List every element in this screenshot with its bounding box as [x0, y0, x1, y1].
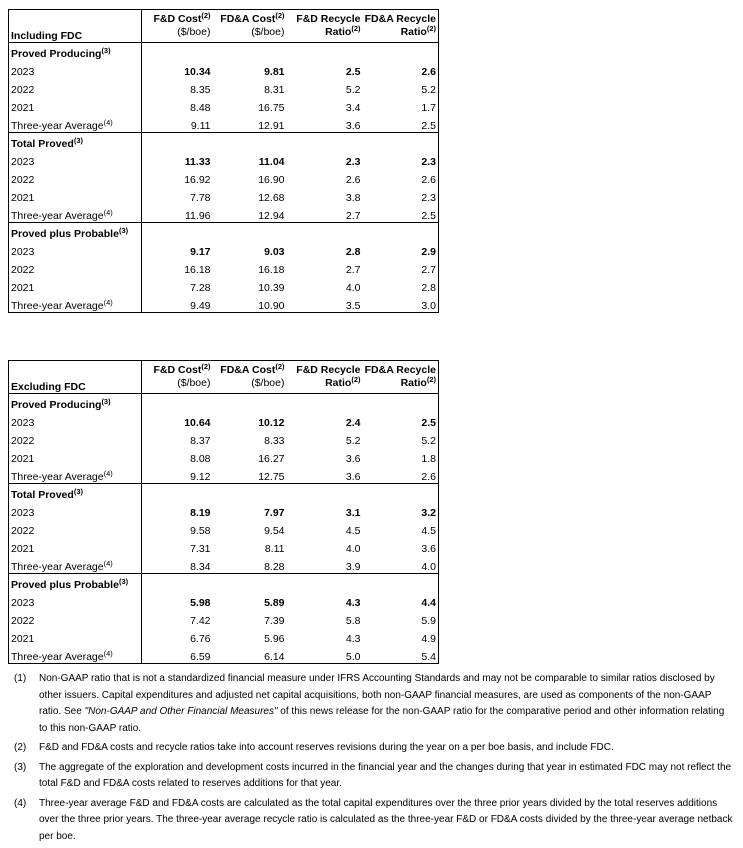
fd-cost-value: 8.37 [190, 435, 211, 447]
row-label: 2023 [11, 156, 35, 168]
table-row [9, 519, 439, 537]
fd-cost-unit: ($/boe) [177, 26, 211, 38]
footnote-ref: (4) [103, 649, 113, 658]
fda-recycle-value: 4.5 [421, 525, 436, 537]
fda-recycle-value: 2.5 [421, 417, 436, 429]
footnote-ref: (4) [103, 298, 113, 307]
section-name: Total Proved [11, 138, 74, 150]
footnote-ref: (4) [103, 559, 113, 568]
fda-cost-value: 8.11 [264, 543, 285, 555]
section-name: Proved plus Probable [11, 579, 119, 591]
fda-cost-value: 5.96 [264, 633, 285, 645]
row-label: 2022 [11, 174, 35, 186]
fd-cost-unit: ($/boe) [177, 377, 211, 389]
row-label: Three-year Average [11, 120, 104, 132]
section-name: Proved plus Probable [11, 228, 119, 240]
footnote-ref: (4) [103, 469, 113, 478]
section-name: Proved Producing [11, 48, 102, 60]
row-label: Three-year Average [11, 651, 104, 663]
footnote-text: F&D and FD&A costs and recycle ratios take into account reserves revisions during the year on a per boe basis, and include FDC. [39, 742, 614, 753]
row-label: 2022 [11, 264, 35, 276]
fda-cost-value: 16.18 [258, 264, 285, 276]
header-row [9, 361, 439, 377]
footnote-number: (2) [14, 742, 27, 753]
fd-cost-value: 10.64 [184, 417, 211, 429]
fda-cost-value: 8.31 [264, 84, 285, 96]
footnote-ref: (3) [118, 226, 129, 235]
fda-cost-unit: ($/boe) [251, 377, 285, 389]
footnote-text: Non-GAAP ratio that is not a standardized financial measure under IFRS Accounting Standards and may not be comparable to similar ratios disclosed by other issuers. Capital expenditures and adjusted net capital acquisitions, both non-GAAP financial measures, are used as components of the non-GAAP ratio. See [39, 673, 715, 717]
fd-cost-value: 9.17 [190, 246, 211, 258]
fda-recycle-value: 5.2 [421, 84, 436, 96]
fd-cost-value: 16.92 [184, 174, 211, 186]
fd-cost-value: 9.11 [190, 120, 211, 132]
fda-cost-value: 9.81 [264, 66, 285, 78]
fd-cost-value: 11.96 [185, 210, 211, 222]
fd-recycle-value: 3.6 [345, 453, 361, 465]
footnote-ref: (2) [351, 24, 361, 33]
footnote-ref: (2) [275, 362, 285, 371]
fda-recycle-value: 3.2 [421, 507, 436, 519]
fd-recycle-header: F&D Recycle [296, 13, 361, 25]
fd-recycle-value: 5.0 [345, 651, 361, 663]
footnote-ref: (3) [101, 46, 111, 55]
fd-recycle-value: 2.3 [345, 156, 361, 168]
table-row [9, 411, 439, 429]
row-label: 2021 [11, 102, 35, 114]
fda-cost-value: 10.39 [258, 282, 285, 294]
table-row [9, 60, 439, 78]
fda-recycle-header: FD&A Recycle [364, 13, 436, 25]
fda-recycle-value: 3.0 [421, 300, 436, 312]
row-label: 2023 [11, 507, 35, 519]
fda-cost-header: FD&A Cost [220, 364, 276, 376]
footnote-ref: (2) [426, 24, 436, 33]
fda-cost-value: 9.54 [264, 525, 285, 537]
fda-cost-value: 11.04 [258, 156, 285, 168]
fd-recycle-value: 3.4 [345, 102, 361, 114]
footnote-ref: (3) [73, 136, 83, 145]
fda-recycle-value: 2.5 [421, 120, 436, 132]
header-row [9, 10, 439, 26]
table-row [9, 537, 439, 555]
fd-recycle-value: 4.3 [345, 633, 361, 645]
table-row [9, 96, 439, 114]
section-name: Proved Producing [11, 399, 102, 411]
table-row [9, 429, 439, 447]
row-label: Three-year Average [11, 210, 104, 222]
fda-cost-value: 16.27 [258, 453, 285, 465]
row-label: 2023 [11, 597, 35, 609]
table-row [9, 150, 439, 168]
table-row [9, 258, 439, 276]
row-label: 2021 [11, 633, 35, 645]
row-label: 2023 [11, 246, 35, 258]
fd-recycle-value: 4.3 [345, 597, 361, 609]
fda-recycle-value: 2.3 [421, 192, 436, 204]
table-row [9, 591, 439, 609]
footnote-number: (4) [14, 797, 27, 809]
fda-cost-unit: ($/boe) [251, 26, 285, 38]
fd-cost-header: F&D Cost [153, 364, 202, 376]
fda-recycle-value: 4.4 [421, 597, 436, 609]
footnote [14, 760, 734, 793]
table-row [9, 609, 439, 627]
footnote-number: (3) [14, 761, 27, 773]
footnote-ref: (2) [351, 375, 361, 384]
fda-recycle-value: 1.8 [421, 453, 436, 465]
fda-recycle-value: 2.6 [421, 174, 436, 186]
fda-recycle-value: 1.7 [421, 102, 436, 114]
fd-recycle-value: 4.0 [345, 543, 361, 555]
section-row [9, 484, 439, 502]
fd-cost-value: 6.76 [190, 633, 211, 645]
footnote-ref: (2) [426, 375, 436, 384]
table-row [9, 501, 439, 519]
header-row-units [9, 25, 439, 43]
fd-cost-value: 8.48 [190, 102, 211, 114]
row-label: 2021 [11, 453, 35, 465]
fd-recycle-value: 2.8 [345, 246, 361, 258]
fd-cost-value: 9.58 [190, 525, 211, 537]
fd-recycle-value: 3.6 [345, 120, 361, 132]
fd-recycle-value: 3.9 [345, 561, 361, 573]
fd-cost-value: 7.28 [190, 282, 211, 294]
section-name: Total Proved [11, 489, 74, 501]
fda-cost-value: 8.33 [264, 435, 285, 447]
fda-cost-value: 10.12 [258, 417, 285, 429]
fda-cost-value: 16.75 [258, 102, 285, 114]
row-label: 2022 [11, 435, 35, 447]
fd-recycle-value: 3.6 [345, 471, 361, 483]
fda-recycle-unit: Ratio [400, 26, 427, 38]
footnote-ref: (3) [101, 397, 111, 406]
table-row [9, 645, 439, 664]
fd-cost-value: 11.33 [184, 156, 211, 168]
fd-cost-value: 9.12 [190, 471, 211, 483]
footnote-ref: (2) [275, 11, 285, 20]
footnote-ref: (3) [118, 577, 129, 586]
fd-cost-value: 6.59 [190, 651, 211, 663]
fda-cost-value: 7.97 [264, 507, 285, 519]
fda-recycle-value: 2.5 [421, 210, 436, 222]
fd-recycle-value: 2.4 [345, 417, 361, 429]
footnotes [14, 671, 734, 848]
fd-recycle-value: 5.2 [345, 435, 361, 447]
footnote-ref: (2) [201, 11, 211, 20]
footnote-ref: (2) [201, 362, 211, 371]
fd-recycle-value: 3.5 [345, 300, 361, 312]
fda-recycle-value: 2.9 [421, 246, 436, 258]
row-label: 2023 [11, 66, 35, 78]
fda-recycle-value: 2.6 [421, 471, 436, 483]
footnote [14, 740, 734, 757]
excluding-fdc-table [8, 360, 439, 664]
fda-cost-header: FD&A Cost [220, 13, 276, 25]
row-label: 2022 [11, 84, 35, 96]
table-title: Excluding FDC [11, 381, 86, 393]
fda-cost-value: 8.28 [264, 561, 285, 573]
fda-cost-value: 10.90 [258, 300, 285, 312]
fda-cost-value: 12.68 [258, 192, 285, 204]
fda-recycle-value: 5.2 [421, 435, 436, 447]
table-row [9, 465, 439, 484]
row-label: Three-year Average [11, 300, 104, 312]
fd-recycle-value: 2.6 [345, 174, 361, 186]
fd-recycle-value: 2.7 [345, 210, 361, 222]
fd-recycle-value: 3.1 [345, 507, 361, 519]
footnote-text: Three-year average F&D and FD&A costs are calculated as the total capital expenditures over the three prior years divided by the total reserves additions over the three prior years. The three-year average recycle ratio is calculated as the three-year F&D or FD&A costs divided by the three-year average netback per boe. [39, 797, 733, 842]
fd-recycle-header: F&D Recycle [296, 364, 361, 376]
fda-recycle-value: 4.9 [421, 633, 436, 645]
including-fdc-table [8, 9, 439, 313]
row-label: 2022 [11, 615, 35, 627]
footnote-text: The aggregate of the exploration and development costs incurred in the financial year and the changes during that year in estimated FDC may not reflect the total F&D and FD&A costs related to reserves additions for that year. [39, 761, 732, 789]
fd-cost-value: 8.35 [190, 84, 211, 96]
fd-cost-value: 16.18 [184, 264, 211, 276]
fda-recycle-value: 2.6 [421, 66, 436, 78]
fda-cost-value: 6.14 [264, 651, 285, 663]
fd-cost-value: 8.19 [190, 507, 211, 519]
section-row [9, 394, 439, 412]
fda-cost-value: 12.94 [258, 210, 285, 222]
fd-recycle-unit: Ratio [325, 377, 352, 389]
fd-cost-value: 7.31 [190, 543, 211, 555]
fd-recycle-value: 2.7 [345, 264, 361, 276]
row-label: 2022 [11, 525, 35, 537]
fd-cost-value: 8.08 [190, 453, 211, 465]
fda-recycle-value: 4.0 [421, 561, 436, 573]
fd-recycle-value: 5.2 [345, 84, 361, 96]
footnote-ref: (4) [103, 208, 113, 217]
footnote-ref: (3) [73, 487, 83, 496]
fda-cost-value: 5.89 [264, 597, 285, 609]
fda-cost-value: 7.39 [264, 615, 285, 627]
row-label: Three-year Average [11, 471, 104, 483]
fd-cost-value: 8.34 [190, 561, 211, 573]
table-row [9, 114, 439, 133]
footnote [14, 796, 734, 846]
table-row [9, 627, 439, 645]
footnote [14, 671, 734, 737]
footnote-italic: "Non-GAAP and Other Financial Measures" [84, 706, 278, 717]
fda-recycle-value: 2.3 [421, 156, 436, 168]
section-row [9, 223, 439, 241]
footnote-number: (1) [14, 673, 27, 684]
fda-cost-value: 12.75 [258, 471, 285, 483]
fd-recycle-value: 4.0 [345, 282, 361, 294]
row-label: 2023 [11, 417, 35, 429]
table-title: Including FDC [11, 30, 83, 42]
fda-recycle-value: 5.9 [421, 615, 436, 627]
section-row [9, 43, 439, 61]
fda-cost-value: 12.91 [258, 120, 285, 132]
fd-recycle-value: 4.5 [345, 525, 361, 537]
fd-cost-header: F&D Cost [153, 13, 202, 25]
table-row [9, 276, 439, 294]
fd-recycle-value: 3.8 [345, 192, 361, 204]
fda-cost-value: 9.03 [264, 246, 285, 258]
table-row [9, 204, 439, 223]
row-label: 2021 [11, 282, 35, 294]
footnote-ref: (4) [103, 118, 113, 127]
row-label: 2021 [11, 543, 35, 555]
table-row [9, 294, 439, 313]
fda-cost-value: 16.90 [258, 174, 285, 186]
fd-cost-value: 7.78 [190, 192, 211, 204]
fda-recycle-value: 2.7 [421, 264, 436, 276]
table-row [9, 555, 439, 574]
row-label: Three-year Average [11, 561, 104, 573]
fd-recycle-value: 2.5 [345, 66, 361, 78]
row-label: 2021 [11, 192, 35, 204]
fda-recycle-unit: Ratio [400, 377, 427, 389]
fda-recycle-header: FD&A Recycle [364, 364, 436, 376]
fd-cost-value: 7.42 [190, 615, 211, 627]
table-row [9, 78, 439, 96]
table-row [9, 447, 439, 465]
table-row [9, 186, 439, 204]
fd-recycle-value: 5.8 [345, 615, 361, 627]
table-row [9, 240, 439, 258]
header-row-units [9, 376, 439, 394]
table-row [9, 168, 439, 186]
fda-recycle-value: 5.4 [421, 651, 436, 663]
fda-recycle-value: 3.6 [421, 543, 436, 555]
fda-recycle-value: 2.8 [421, 282, 436, 294]
fd-cost-value: 10.34 [184, 66, 211, 78]
footnote-text-cont: of this news release for the non-GAAP ratio for the comparative period and other information relating to this non-GAAP ratio. [39, 706, 725, 734]
fd-recycle-unit: Ratio [325, 26, 352, 38]
fd-cost-value: 9.49 [190, 300, 211, 312]
fd-cost-value: 5.98 [190, 597, 211, 609]
section-row [9, 574, 439, 592]
section-row [9, 133, 439, 151]
